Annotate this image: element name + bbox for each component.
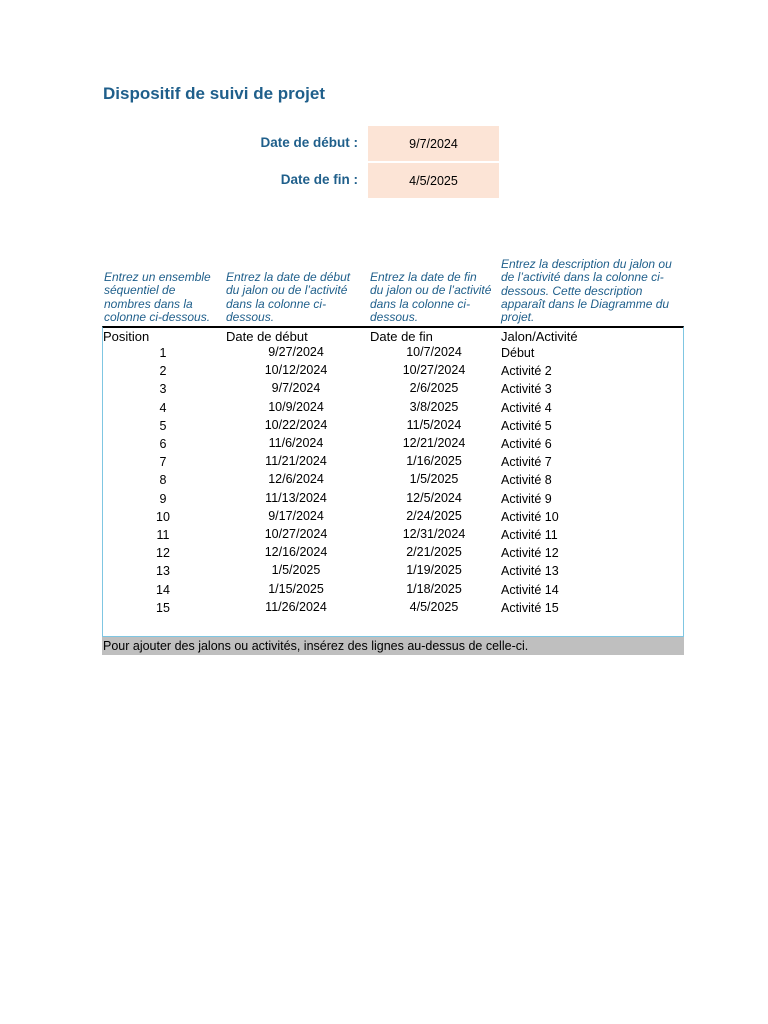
row-start-date-cell[interactable]: 9/27/2024 (268, 345, 324, 359)
row-position-cell[interactable]: 2 (159, 364, 167, 379)
row-milestone-cell[interactable]: Activité 15 (501, 600, 559, 615)
row-position-cell[interactable]: 7 (159, 455, 167, 470)
row-start-date-cell[interactable]: 1/15/2025 (268, 581, 324, 596)
row-position-cell[interactable]: 5 (159, 418, 167, 433)
row-end-date-cell[interactable]: 12/31/2024 (402, 527, 466, 541)
start-date-cell[interactable]: 9/7/2024 (368, 126, 499, 161)
row-start-date-cell[interactable]: 10/22/2024 (264, 417, 328, 432)
table-row (0, 583, 768, 601)
row-start-date-cell[interactable]: 9/17/2024 (268, 508, 324, 523)
row-end-date-cell[interactable]: 4/5/2025 (409, 599, 459, 614)
position-hint: Entrez un ensemble séquentiel de nombres dans la colonne ci-dessous. (104, 270, 211, 324)
row-milestone-cell[interactable]: Activité 4 (501, 400, 552, 415)
row-start-date-cell[interactable]: 11/13/2024 (265, 490, 327, 505)
row-end-date-cell[interactable]: 2/21/2025 (406, 545, 462, 560)
row-milestone-cell[interactable]: Activité 11 (501, 528, 558, 542)
row-milestone-cell[interactable]: Activité 6 (501, 437, 552, 451)
start-date-label: Date de début : (260, 135, 358, 150)
row-position-cell[interactable]: 8 (159, 473, 167, 488)
page-title: Dispositif de suivi de projet (103, 84, 325, 103)
row-position-cell[interactable]: 9 (159, 491, 167, 506)
row-end-date-cell[interactable]: 2/6/2025 (409, 381, 459, 396)
row-start-date-cell[interactable]: 10/27/2024 (264, 527, 328, 541)
table-row (0, 492, 768, 510)
row-end-date-cell[interactable]: 12/5/2024 (406, 490, 462, 505)
column-header-position[interactable]: Position (103, 329, 150, 344)
row-end-date-cell[interactable]: 10/7/2024 (406, 345, 462, 359)
row-milestone-cell[interactable]: Activité 2 (501, 364, 552, 379)
row-milestone-cell[interactable]: Activité 8 (501, 473, 552, 488)
table-row (0, 419, 768, 437)
row-milestone-cell[interactable]: Activité 5 (501, 418, 552, 433)
row-start-date-cell[interactable]: 10/9/2024 (268, 399, 324, 414)
row-start-date-cell[interactable]: 10/12/2024 (264, 363, 328, 378)
row-start-date-cell[interactable]: 1/5/2025 (271, 563, 321, 578)
row-end-date-cell[interactable]: 1/5/2025 (409, 472, 459, 487)
row-milestone-cell[interactable]: Activité 12 (501, 546, 559, 561)
table-row (0, 401, 768, 419)
end-date-hint: Entrez la date de fin du jalon ou de l’activité dans la colonne ci-dessous. (370, 270, 492, 324)
row-end-date-cell[interactable]: 3/8/2025 (409, 399, 459, 414)
row-milestone-cell[interactable]: Activité 14 (501, 582, 559, 597)
column-header-end-date[interactable]: Date de fin (370, 329, 433, 344)
table-row (0, 455, 768, 473)
column-header-start-date[interactable]: Date de début (226, 329, 308, 344)
row-position-cell[interactable]: 13 (156, 564, 170, 579)
row-start-date-cell[interactable]: 12/16/2024 (264, 545, 328, 560)
row-end-date-cell[interactable]: 1/19/2025 (406, 563, 462, 578)
table-row (0, 528, 768, 546)
row-milestone-cell[interactable]: Activité 3 (501, 382, 552, 397)
column-header-milestone[interactable]: Jalon/Activité (501, 329, 578, 344)
row-position-cell[interactable]: 12 (156, 546, 170, 561)
row-end-date-cell[interactable]: 2/24/2025 (406, 508, 462, 523)
table-row (0, 601, 768, 619)
row-milestone-cell[interactable]: Activité 7 (501, 455, 552, 470)
end-date-cell[interactable]: 4/5/2025 (368, 163, 499, 198)
row-position-cell[interactable]: 10 (156, 509, 170, 524)
row-milestone-cell[interactable]: Activité 13 (501, 564, 559, 579)
row-start-date-cell[interactable]: 9/7/2024 (271, 381, 321, 396)
row-position-cell[interactable]: 14 (156, 582, 170, 597)
table-row (0, 564, 768, 582)
row-milestone-cell[interactable]: Activité 10 (501, 509, 559, 524)
row-end-date-cell[interactable]: 1/16/2025 (406, 454, 462, 469)
row-start-date-cell[interactable]: 11/6/2024 (268, 436, 324, 450)
row-end-date-cell[interactable]: 12/21/2024 (402, 436, 466, 450)
row-position-cell[interactable]: 6 (159, 437, 167, 451)
footer-note: Pour ajouter des jalons ou activités, insérez des lignes au-dessus de celle-ci. (102, 637, 684, 655)
table-row (0, 546, 768, 564)
row-position-cell[interactable]: 3 (159, 382, 167, 397)
table-row (0, 510, 768, 528)
table-row (0, 382, 768, 400)
start-date-hint: Entrez la date de début du jalon ou de l’activité dans la colonne ci-dessous. (226, 270, 351, 324)
row-start-date-cell[interactable]: 11/21/2024 (265, 454, 327, 469)
row-position-cell[interactable]: 11 (156, 528, 170, 542)
table-row (0, 473, 768, 491)
row-position-cell[interactable]: 15 (156, 600, 170, 615)
table-row (0, 346, 768, 364)
row-end-date-cell[interactable]: 11/5/2024 (406, 417, 462, 432)
row-milestone-cell[interactable]: Activité 9 (501, 491, 552, 506)
row-position-cell[interactable]: 1 (159, 346, 167, 360)
row-position-cell[interactable]: 4 (159, 400, 167, 415)
row-start-date-cell[interactable]: 12/6/2024 (268, 472, 324, 487)
row-milestone-cell[interactable]: Début (501, 346, 535, 360)
row-end-date-cell[interactable]: 10/27/2024 (402, 363, 466, 378)
row-start-date-cell[interactable]: 11/26/2024 (265, 599, 327, 614)
row-end-date-cell[interactable]: 1/18/2025 (406, 581, 462, 596)
table-row (0, 364, 768, 382)
table-row (0, 437, 768, 455)
end-date-label: Date de fin : (280, 172, 358, 187)
description-hint: Entrez la description du jalon ou de l’activité dans la colonne ci-dessous. Cette description apparaît dans le Diagramme du projet. (501, 257, 672, 325)
